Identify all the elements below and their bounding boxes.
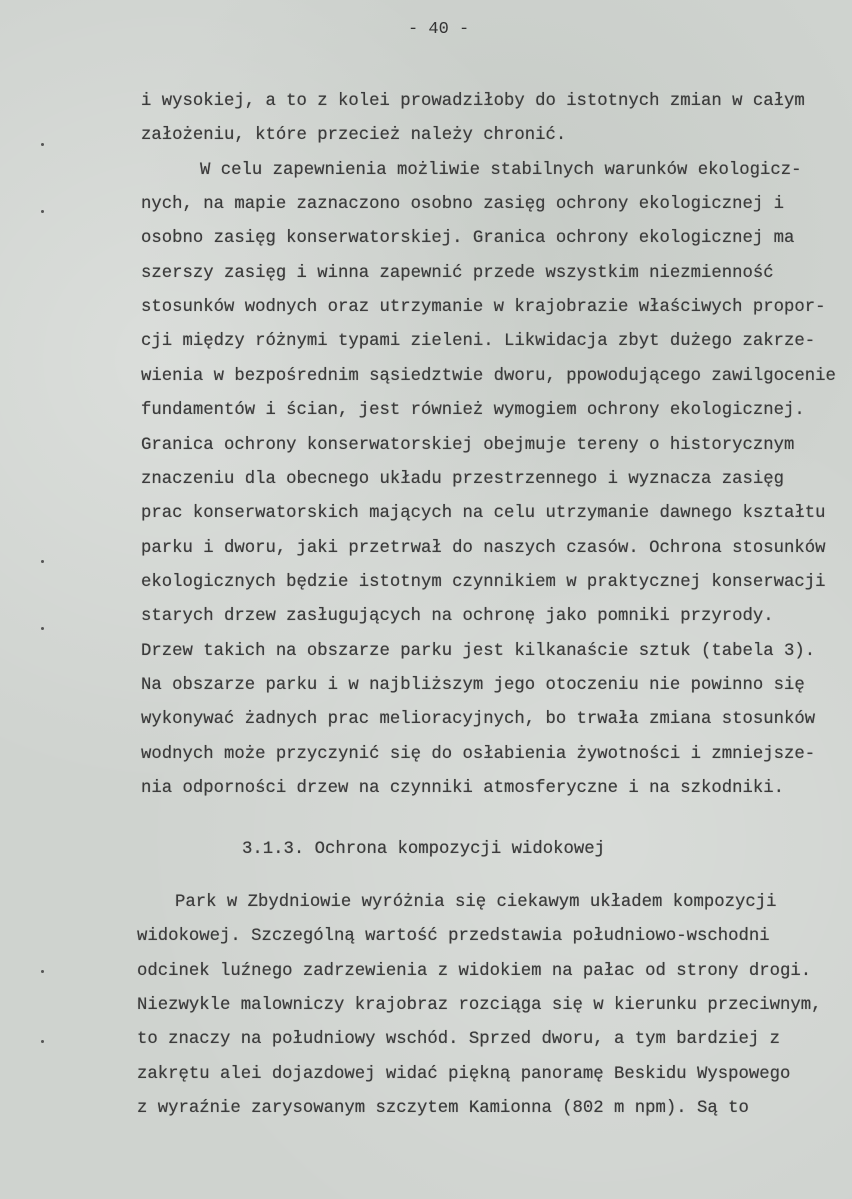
margin-mark <box>41 1040 44 1043</box>
text-line: Niezwykle malowniczy krajobraz rozciąga się w kierunku przeciwnym, <box>137 996 822 1016</box>
margin-mark <box>41 143 44 146</box>
text-line: wodnych może przyczynić się do osłabienia żywotności i zmniejsze- <box>141 744 816 764</box>
margin-mark <box>41 210 44 213</box>
text-line: cji między różnymi typami zieleni. Likwidacja zbyt dużego zakrze- <box>141 332 816 352</box>
text-line: starych drzew zasługujących na ochronę jako pomniki przyrody. <box>141 607 774 627</box>
text-line: prac konserwatorskich mających na celu utrzymanie dawnego kształtu <box>141 504 826 524</box>
text-line: ekologicznych będzie istotnym czynnikiem w praktycznej konserwacji <box>141 572 826 592</box>
text-line: znaczeniu dla obecnego układu przestrzennego i wyznacza zasięg <box>141 469 784 489</box>
margin-mark <box>41 627 44 630</box>
text-line: parku i dworu, jaki przetrwał do naszych czasów. Ochrona stosunków <box>141 538 826 558</box>
margin-mark <box>41 560 44 563</box>
text-line: Granica ochrony konserwatorskiej obejmuje tereny o historycznym <box>141 435 795 455</box>
text-line: nia odporności drzew na czynniki atmosferyczne i na szkodniki. <box>141 779 784 798</box>
text-line: Na obszarze parku i w najbliższym jego otoczeniu nie powinno się <box>141 675 805 695</box>
text-line: Park w Zbydniowie wyróżnia się ciekawym układem kompozycji <box>175 893 777 912</box>
text-line: założeniu, które przecież należy chronić. <box>141 126 567 146</box>
text-line: fundamentów i ścian, jest również wymogiem ochrony ekologicznej. <box>141 401 805 421</box>
text-line: stosunków wodnych oraz utrzymanie w krajobrazie właściwych propor- <box>141 298 826 318</box>
text-line: wykonywać żadnych prac melioracyjnych, bo trwała zmiana stosunków <box>141 710 816 730</box>
margin-mark <box>41 970 44 973</box>
text-line: zakrętu alei dojazdowej widać piękną panoramę Beskidu Wyspowego <box>137 1064 791 1084</box>
text-line: nych, na mapie zaznaczono osobno zasięg ochrony ekologicznej i <box>141 195 784 215</box>
text-line: widokowej. Szczególną wartość przedstawia południowo-wschodni <box>137 927 770 947</box>
text-line: odcinek luźnego zadrzewienia z widokiem na pałac od strony drogi. <box>137 961 812 981</box>
text-line: z wyraźnie zarysowanym szczytem Kamionna (802 m npm). Są to <box>137 1099 749 1119</box>
section-heading: 3.1.3. Ochrona kompozycji widokowej <box>242 840 605 859</box>
page-number: - 40 - <box>408 20 470 39</box>
text-line: osobno zasięg konserwatorskiej. Granica ochrony ekologicznej ma <box>141 229 795 249</box>
text-line: to znaczy na południowy wschód. Sprzed dworu, a tym bardziej z <box>137 1030 780 1050</box>
text-line: Drzew takich na obszarze parku jest kilkanaście sztuk (tabela 3). <box>141 641 816 661</box>
text-line: wienia w bezpośrednim sąsiedztwie dworu, ppowodującego zawilgocenie <box>141 366 836 386</box>
text-line: szerszy zasięg i winna zapewnić przede wszystkim niezmienność <box>141 263 774 283</box>
text-line: i wysokiej, a to z kolei prowadziłoby do istotnych zmian w całym <box>141 92 805 111</box>
text-line: W celu zapewnienia możliwie stabilnych warunków ekologicz- <box>200 160 802 180</box>
